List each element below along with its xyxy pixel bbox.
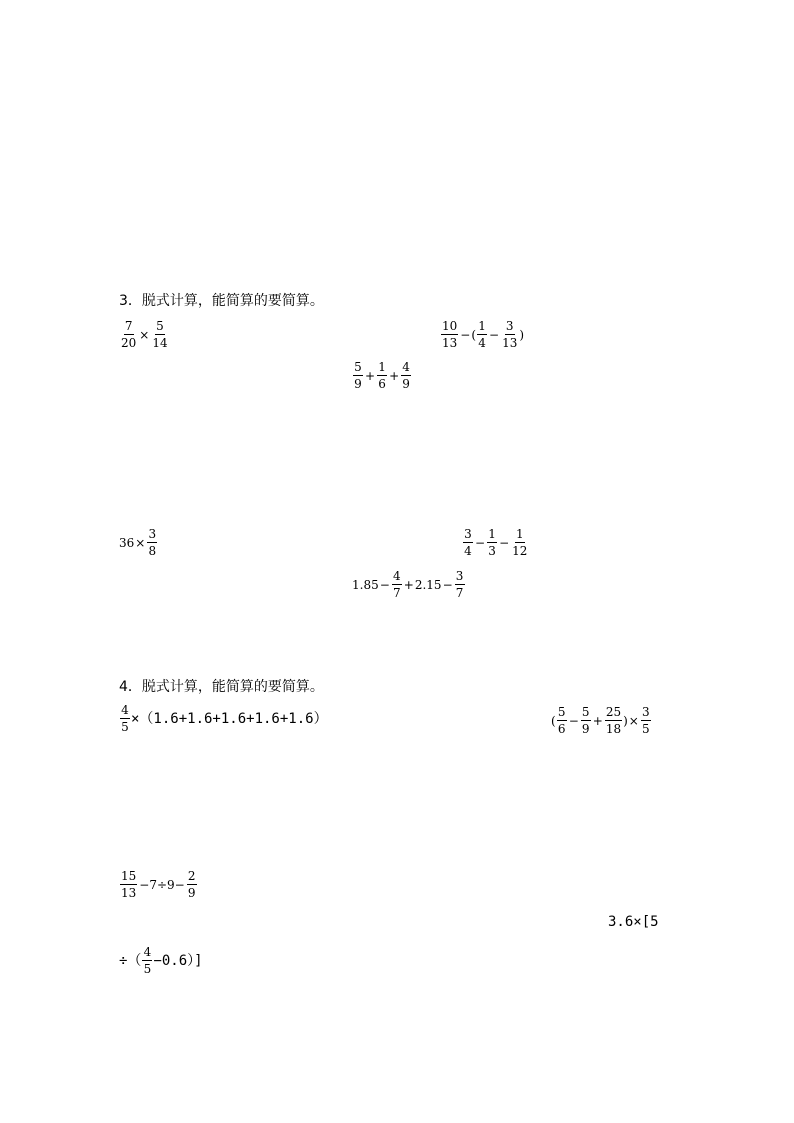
problem-4-2 bbox=[551, 706, 652, 735]
numerator: 3 bbox=[505, 319, 514, 333]
operator: × bbox=[135, 535, 146, 550]
numerator: 10 bbox=[442, 319, 458, 333]
operator: × bbox=[139, 327, 150, 342]
operator: − bbox=[568, 713, 579, 728]
denominator: 4 bbox=[464, 544, 472, 558]
problem-3-5 bbox=[462, 528, 529, 557]
problem-4-4-line2 bbox=[119, 946, 203, 975]
operator: + bbox=[403, 577, 414, 592]
numerator: 3 bbox=[464, 527, 472, 541]
section-4-heading: 4．脱式计算，能简算的要简算。 bbox=[119, 679, 324, 695]
numerator: 5 bbox=[354, 360, 362, 374]
fraction bbox=[120, 870, 137, 899]
numerator: 15 bbox=[121, 869, 137, 883]
whole-number: 36 bbox=[119, 535, 135, 550]
denominator: 9 bbox=[402, 377, 410, 391]
denominator: 13 bbox=[502, 336, 518, 350]
denominator: 6 bbox=[557, 722, 566, 736]
denominator: 4 bbox=[478, 336, 486, 350]
denominator: 5 bbox=[143, 962, 152, 976]
left-paren: ( bbox=[551, 713, 556, 728]
denominator: 20 bbox=[121, 336, 137, 350]
fraction bbox=[477, 320, 487, 349]
fraction bbox=[151, 320, 168, 349]
fraction bbox=[120, 704, 130, 733]
fraction bbox=[401, 361, 411, 390]
fraction bbox=[581, 706, 591, 735]
section-3-heading: 3．脱式计算，能简算的要简算。 bbox=[119, 293, 324, 309]
numerator: 1 bbox=[478, 319, 486, 333]
numerator: 7 bbox=[124, 319, 133, 333]
numerator: 3 bbox=[455, 569, 464, 583]
numerator: 5 bbox=[581, 705, 590, 719]
numerator: 1 bbox=[488, 527, 496, 541]
problem-3-3 bbox=[352, 361, 412, 390]
numerator: 1 bbox=[515, 527, 524, 541]
denominator: 18 bbox=[605, 722, 622, 736]
numerator: 5 bbox=[557, 705, 566, 719]
numerator: 3 bbox=[642, 705, 650, 719]
denominator: 8 bbox=[148, 544, 157, 558]
problem-3-6 bbox=[352, 570, 466, 599]
problem-4-1 bbox=[119, 704, 328, 733]
operator: + bbox=[592, 713, 603, 728]
denominator: 9 bbox=[187, 886, 196, 900]
denominator: 9 bbox=[581, 722, 590, 736]
numerator: 4 bbox=[392, 569, 401, 583]
problem-3-4 bbox=[119, 528, 158, 557]
expression-text: ÷（ bbox=[119, 952, 142, 969]
fraction bbox=[187, 870, 197, 899]
denominator: 13 bbox=[121, 886, 137, 900]
fraction bbox=[557, 706, 567, 735]
numerator: 1 bbox=[378, 360, 386, 374]
operator: − bbox=[379, 577, 390, 592]
denominator: 12 bbox=[512, 544, 528, 558]
denominator: 6 bbox=[378, 377, 386, 391]
fraction bbox=[353, 361, 363, 390]
expression-text: −7÷9− bbox=[139, 877, 185, 892]
denominator: 13 bbox=[442, 336, 458, 350]
expression-text: ×（1.6+1.6+1.6+1.6+1.6） bbox=[131, 710, 328, 727]
operator: − bbox=[442, 577, 453, 592]
fraction bbox=[455, 570, 465, 599]
numerator: 4 bbox=[121, 703, 129, 717]
expression-text: −0.6）] bbox=[153, 952, 203, 969]
numerator: 4 bbox=[402, 360, 410, 374]
operator: − bbox=[460, 327, 471, 342]
left-paren: ( bbox=[471, 327, 477, 342]
problem-3-2 bbox=[440, 320, 524, 349]
fraction bbox=[487, 528, 497, 557]
numerator: 5 bbox=[156, 319, 164, 333]
operator: − bbox=[475, 535, 486, 550]
problem-4-4-line1 bbox=[608, 915, 659, 929]
right-paren: ) bbox=[519, 327, 525, 342]
fraction bbox=[142, 946, 152, 975]
operator: − bbox=[489, 327, 500, 342]
denominator: 3 bbox=[488, 544, 496, 558]
problem-4-3 bbox=[119, 870, 198, 899]
expression-text: 3.6×[5 bbox=[608, 914, 659, 930]
fraction bbox=[641, 706, 651, 735]
right-paren: ) bbox=[623, 713, 628, 728]
denominator: 9 bbox=[354, 377, 362, 391]
fraction bbox=[605, 706, 622, 735]
denominator: 5 bbox=[121, 720, 129, 734]
problem-3-1 bbox=[119, 320, 170, 349]
decimal-number: 2.15 bbox=[414, 577, 442, 592]
fraction bbox=[392, 570, 402, 599]
fraction bbox=[441, 320, 458, 349]
fraction bbox=[501, 320, 518, 349]
fraction bbox=[147, 528, 157, 557]
numerator: 2 bbox=[187, 869, 196, 883]
operator: + bbox=[389, 368, 400, 383]
operator: × bbox=[628, 713, 639, 728]
denominator: 7 bbox=[392, 586, 401, 600]
denominator: 14 bbox=[152, 336, 168, 350]
fraction bbox=[377, 361, 387, 390]
fraction bbox=[463, 528, 473, 557]
numerator: 3 bbox=[148, 527, 157, 541]
operator: − bbox=[499, 535, 510, 550]
fraction bbox=[511, 528, 528, 557]
numerator: 25 bbox=[605, 705, 622, 719]
numerator: 4 bbox=[143, 945, 152, 959]
denominator: 7 bbox=[455, 586, 464, 600]
denominator: 5 bbox=[642, 722, 650, 736]
decimal-number: 1.85 bbox=[352, 577, 379, 592]
operator: + bbox=[365, 368, 376, 383]
fraction bbox=[120, 320, 137, 349]
